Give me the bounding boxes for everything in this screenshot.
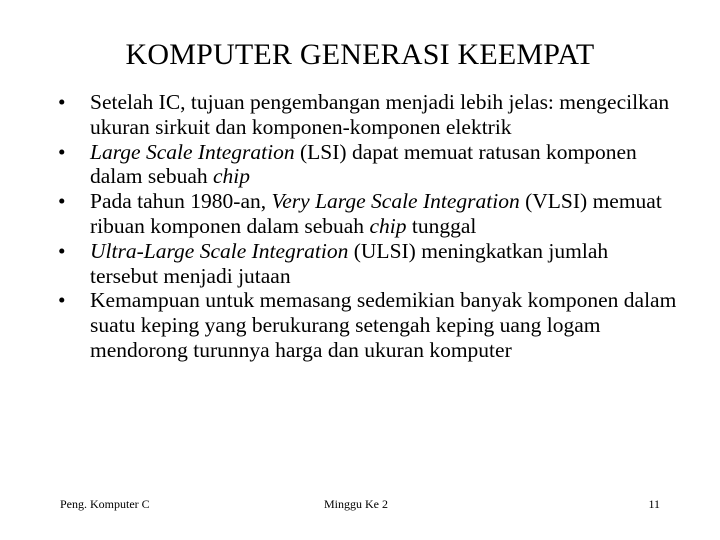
bullet-item — [58, 140, 678, 190]
bullet-item — [58, 189, 678, 239]
bullet-item — [58, 239, 678, 289]
bullet-text: (LSI) dapat memuat ratusan komponen dalam sebuah — [90, 139, 637, 189]
footer-week: Minggu Ke 2 — [324, 497, 388, 511]
bullet-text-italic: Very Large Scale Integration — [271, 189, 520, 214]
bullet-symbol: • — [58, 288, 66, 313]
bullet-text: tunggal — [406, 213, 477, 238]
bullet-text-italic: Ultra-Large Scale Integration — [90, 238, 349, 263]
bullet-text: (ULSI) meningkatkan jumlah tersebut menjadi jutaan — [90, 238, 609, 288]
bullet-item — [58, 90, 678, 140]
bullet-symbol: • — [58, 238, 66, 263]
bullet-text: Kemampuan untuk memasang sedemikian banyak komponen dalam suatu keping yang berukurang setengah keping uang logam mendorong turunnya harga dan ukuran komputer — [90, 288, 677, 362]
bullet-text: Setelah IC, tujuan pengembangan menjadi lebih jelas: mengecilkan ukuran sirkuit dan komponen-komponen elektrik — [90, 90, 670, 139]
slide-title: KOMPUTER GENERASI KEEMPAT — [125, 38, 595, 71]
bullet-text-italic: Large Scale Integration — [90, 139, 295, 164]
bullet-symbol: • — [58, 189, 66, 214]
footer-page-number: 11 — [648, 497, 660, 511]
bullet-text: (VLSI) memuat ribuan komponen dalam sebuah — [90, 189, 662, 238]
bullet-text-italic: chip — [213, 164, 251, 189]
bullet-list — [58, 90, 678, 363]
bullet-symbol: • — [58, 90, 66, 114]
footer-course: Peng. Komputer C — [60, 497, 150, 511]
bullet-text: Pada tahun 1980-an, — [90, 189, 272, 214]
bullet-symbol: • — [58, 139, 66, 164]
bullet-text-italic: chip — [369, 213, 407, 238]
bullet-item — [58, 288, 678, 362]
